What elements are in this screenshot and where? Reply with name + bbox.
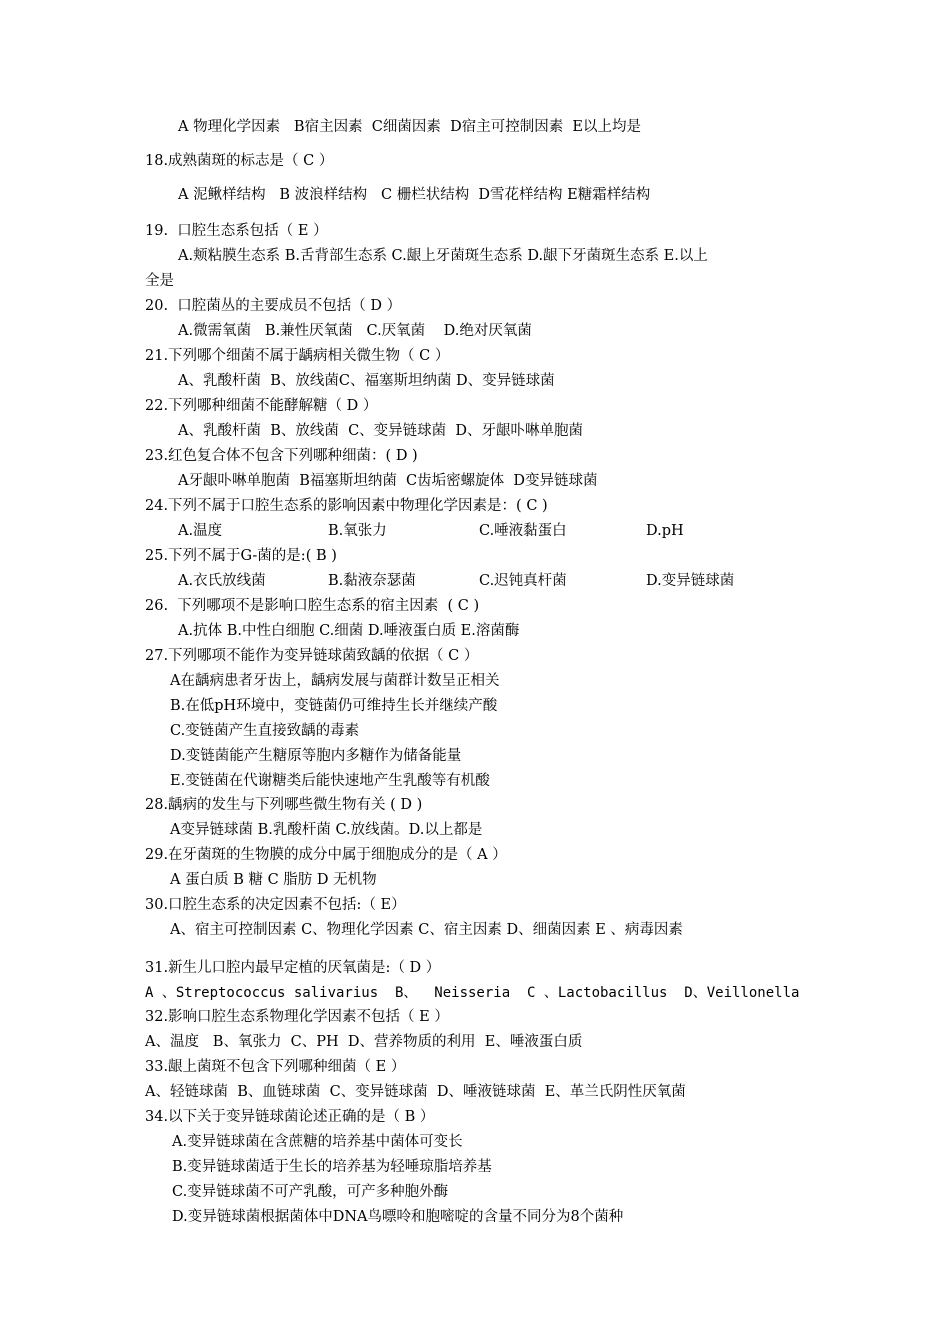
q34-question: 34.以下关于变异链球菌论述正确的是（ B ） bbox=[145, 1109, 435, 1125]
q27-option-a: A在龋病患者牙齿上，龋病发展与菌群计数呈正相关 bbox=[170, 673, 500, 689]
q27-option-d: D.变链菌能产生糖原等胞内多糖作为储备能量 bbox=[170, 748, 462, 764]
q26-question: 26. 下列哪项不是影响口腔生态系的宿主因素 ( C ) bbox=[145, 598, 480, 614]
q22-options: A、乳酸杆菌 B、放线菌 C、变异链球菌 D、牙龈卟啉单胞菌 bbox=[178, 423, 583, 439]
q19-options-cont: 全是 bbox=[145, 273, 174, 289]
q32-question: 32.影响口腔生态系物理化学因素不包括（ E ） bbox=[145, 1009, 449, 1025]
q25-question: 25.下列不属于G-菌的是:( B ) bbox=[145, 548, 337, 564]
q26-options: A.抗体 B.中性白细胞 C.细菌 D.唾液蛋白质 E.溶菌酶 bbox=[178, 623, 520, 639]
q22-question: 22.下列哪种细菌不能酵解糖（ D ） bbox=[145, 398, 378, 414]
q29-options: A 蛋白质 B 糖 C 脂肪 D 无机物 bbox=[170, 872, 377, 888]
q34-option-c: C.变异链球菌不可产乳酸，可产多种胞外酶 bbox=[172, 1184, 449, 1200]
q34-option-d: D.变异链球菌根据菌体中DNA鸟嘌呤和胞嘧啶的含量不同分为8个菌种 bbox=[172, 1209, 624, 1225]
q28-options: A变异链球菌 B.乳酸杆菌 C.放线菌。D.以上都是 bbox=[170, 822, 483, 838]
q24-option-b: B.氧张力 bbox=[328, 523, 387, 539]
q25-option-d: D.变异链球菌 bbox=[646, 573, 735, 589]
q21-question: 21.下列哪个细菌不属于龋病相关微生物（ C ） bbox=[145, 348, 450, 364]
q18-options: A 泥鳅样结构 B 波浪样结构 C 栅栏状结构 D雪花样结构 E糖霜样结构 bbox=[178, 187, 651, 203]
q27-option-b: B.在低pH环境中，变链菌仍可维持生长并继续产酸 bbox=[170, 698, 498, 714]
q27-question: 27.下列哪项不能作为变异链球菌致龋的依据（ C ） bbox=[145, 648, 479, 664]
q32-options: A、温度 B、氧张力 C、PH D、营养物质的利用 E、唾液蛋白质 bbox=[145, 1034, 583, 1050]
q23-question: 23.红色复合体不包含下列哪种细菌：( D ) bbox=[145, 448, 418, 464]
q24-question: 24.下列不属于口腔生态系的影响因素中物理化学因素是：( C ) bbox=[145, 498, 548, 514]
q20-options: A.微需氧菌 B.兼性厌氧菌 C.厌氧菌 D.绝对厌氧菌 bbox=[178, 323, 532, 339]
q24-option-c: C.唾液黏蛋白 bbox=[479, 523, 567, 539]
q21-options: A、乳酸杆菌 B、放线菌C、福塞斯坦纳菌 D、变异链球菌 bbox=[178, 373, 555, 389]
q18-question: 18.成熟菌斑的标志是（ C ） bbox=[145, 153, 334, 169]
q30-options: A、宿主可控制因素 C、物理化学因素 C、宿主因素 D、细菌因素 E 、病毒因素 bbox=[170, 922, 683, 938]
q31-question: 31.新生儿口腔内最早定植的厌氧菌是:（ D ） bbox=[145, 960, 441, 976]
q24-option-d: D.pH bbox=[646, 523, 684, 539]
q29-question: 29.在牙菌斑的生物膜的成分中属于细胞成分的是（ A ） bbox=[145, 847, 507, 863]
q25-option-a: A.衣氏放线菌 bbox=[178, 573, 266, 589]
q19-question: 19. 口腔生态系包括（ E ） bbox=[145, 223, 328, 239]
q33-options: A、轻链球菌 B、血链球菌 C、变异链球菌 D、唾液链球菌 E、革兰氏阴性厌氧菌 bbox=[145, 1084, 686, 1100]
q20-question: 20. 口腔菌丛的主要成员不包括（ D ） bbox=[145, 298, 402, 314]
q34-option-a: A.变异链球菌在含蔗糖的培养基中菌体可变长 bbox=[172, 1134, 463, 1150]
q25-option-b: B.黏液奈瑟菌 bbox=[328, 573, 416, 589]
q23-options: A牙龈卟啉单胞菌 B福塞斯坦纳菌 C齿垢密螺旋体 D变异链球菌 bbox=[178, 473, 598, 489]
q28-question: 28.龋病的发生与下列哪些微生物有关 ( D ) bbox=[145, 797, 423, 813]
q17-options: A 物理化学因素 B宿主因素 C细菌因素 D宿主可控制因素 E以上均是 bbox=[178, 119, 642, 135]
q34-option-b: B.变异链球菌适于生长的培养基为轻唾琼脂培养基 bbox=[172, 1159, 492, 1175]
q31-options: A 、Streptococcus salivarius B、 Neisseria C 、Lactobacillus D、Veillonella bbox=[145, 985, 800, 1001]
q24-option-a: A.温度 bbox=[178, 523, 223, 539]
q27-option-e: E.变链菌在代谢糖类后能快速地产生乳酸等有机酸 bbox=[170, 773, 490, 789]
q33-question: 33.龈上菌斑不包含下列哪种细菌（ E ） bbox=[145, 1059, 406, 1075]
q30-question: 30.口腔生态系的决定因素不包括:（ E） bbox=[145, 897, 406, 913]
q27-option-c: C.变链菌产生直接致龋的毒素 bbox=[170, 723, 360, 739]
q25-option-c: C.迟钝真杆菌 bbox=[479, 573, 567, 589]
q19-options: A.颊粘膜生态系 B.舌背部生态系 C.龈上牙菌斑生态系 D.龈下牙菌斑生态系 E.以上 bbox=[178, 248, 708, 264]
